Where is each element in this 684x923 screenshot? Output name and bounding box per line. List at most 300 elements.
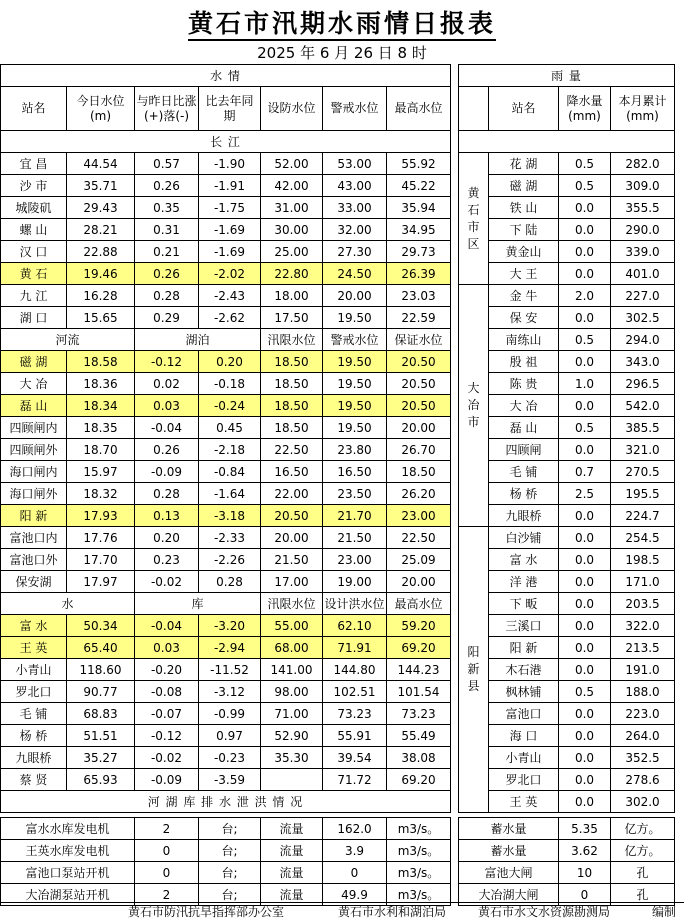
rain-precip: 2.0 <box>559 285 611 307</box>
drainage-count: 0 <box>135 862 199 884</box>
gap <box>451 395 459 417</box>
rain-precip: 0.5 <box>559 175 611 197</box>
rain-month-total: 401.0 <box>611 263 675 285</box>
rain-station-name: 大 王 <box>489 263 559 285</box>
rain-month-total: 278.6 <box>611 769 675 791</box>
drainage-flow: 49.9 <box>323 884 387 906</box>
station-value: 90.77 <box>67 681 135 703</box>
lake-header-h3: 保证水位 <box>387 329 451 351</box>
rain-station-name: 毛 铺 <box>489 461 559 483</box>
station-value: -0.20 <box>135 659 199 681</box>
station-value: -1.69 <box>199 219 261 241</box>
station-value: -2.18 <box>199 439 261 461</box>
station-value: 22.80 <box>261 263 323 285</box>
station-value: 39.54 <box>323 747 387 769</box>
rain-region-label: 阳新县 <box>467 645 480 693</box>
gap <box>451 637 459 659</box>
gap <box>451 439 459 461</box>
station-value: 18.32 <box>67 483 135 505</box>
station-value: 30.00 <box>261 219 323 241</box>
rain-precip: 0.0 <box>559 571 611 593</box>
station-value: 0.29 <box>135 307 199 329</box>
rain-station-name: 黄金山 <box>489 241 559 263</box>
station-value: 20.00 <box>387 571 451 593</box>
station-value: 20.50 <box>387 373 451 395</box>
gap <box>451 307 459 329</box>
reservoir-row <box>1 681 675 703</box>
rain-column-header: 降水量(mm) <box>559 87 611 131</box>
rain-station-name: 海 口 <box>489 725 559 747</box>
rain-station-name: 杨 桥 <box>489 483 559 505</box>
station-value: 0.31 <box>135 219 199 241</box>
station-value: 101.54 <box>387 681 451 703</box>
station-value: 45.22 <box>387 175 451 197</box>
rain-precip: 0.0 <box>559 703 611 725</box>
station-value: 52.00 <box>261 153 323 175</box>
gap <box>451 241 459 263</box>
station-value: 16.28 <box>67 285 135 307</box>
station-value: 144.80 <box>323 659 387 681</box>
station-value: 65.93 <box>67 769 135 791</box>
footer-org-1: 黄石市防汛抗旱指挥部办公室 <box>128 905 285 919</box>
rain-precip: 0.5 <box>559 681 611 703</box>
rain-station-name: 富池口 <box>489 703 559 725</box>
station-value: 62.10 <box>323 615 387 637</box>
station-name: 磁 湖 <box>1 351 67 373</box>
rain-month-total: 171.0 <box>611 571 675 593</box>
station-value: 35.94 <box>387 197 451 219</box>
footer-org-2: 黄石市水利和湖泊局 <box>338 905 447 919</box>
drainage-flow: 0 <box>323 862 387 884</box>
station-value: 51.51 <box>67 725 135 747</box>
rain-station-name: 王 英 <box>489 791 559 813</box>
station-value: 71.72 <box>323 769 387 791</box>
rain-precip: 0.0 <box>559 659 611 681</box>
station-value: 21.70 <box>323 505 387 527</box>
gap <box>451 862 459 884</box>
rain-region-label: 黄石市区 <box>467 185 480 251</box>
station-value: 0.13 <box>135 505 199 527</box>
station-value: 19.00 <box>323 571 387 593</box>
storage-label: 富池大闸 <box>459 862 559 884</box>
station-value: -0.12 <box>135 351 199 373</box>
station-name: 九 江 <box>1 285 67 307</box>
river-section-label: 长 江 <box>1 131 451 153</box>
station-value: 15.97 <box>67 461 135 483</box>
gap <box>451 263 459 285</box>
gap <box>451 153 459 175</box>
water-section-title: 水 情 <box>1 65 451 87</box>
station-value: 69.20 <box>387 637 451 659</box>
rain-month-total: 195.5 <box>611 483 675 505</box>
drainage-name: 王英水库发电机 <box>1 840 135 862</box>
footer-org-3: 黄石市水文水资源勘测局 <box>478 905 611 919</box>
station-value: 20.00 <box>387 417 451 439</box>
station-value: 23.00 <box>387 505 451 527</box>
rain-column-header: 本月累计(mm) <box>611 87 675 131</box>
station-value: 53.00 <box>323 153 387 175</box>
station-value: 20.50 <box>387 351 451 373</box>
drainage-title: 河 湖 库 排 水 泄 洪 情 况 <box>1 791 451 813</box>
station-value: -3.12 <box>199 681 261 703</box>
rain-month-total: 322.0 <box>611 615 675 637</box>
station-value: -0.04 <box>135 417 199 439</box>
rain-precip: 0.0 <box>559 747 611 769</box>
rain-station-name: 下 陆 <box>489 219 559 241</box>
gap <box>451 769 459 791</box>
station-value: 71.91 <box>323 637 387 659</box>
lake-row <box>1 417 675 439</box>
station-name: 汉 口 <box>1 241 67 263</box>
gap <box>451 703 459 725</box>
reservoir-header-a: 水 <box>1 593 135 615</box>
gap <box>451 571 459 593</box>
station-value: -0.23 <box>199 747 261 769</box>
rain-month-total: 227.0 <box>611 285 675 307</box>
drainage-name: 富水水库发电机 <box>1 818 135 840</box>
station-name: 保安湖 <box>1 571 67 593</box>
station-value: -1.75 <box>199 197 261 219</box>
drainage-table <box>0 817 675 906</box>
station-value: 52.90 <box>261 725 323 747</box>
station-value: 0.02 <box>135 373 199 395</box>
storage-value: 10 <box>559 862 611 884</box>
drainage-flow: 3.9 <box>323 840 387 862</box>
rain-month-total: 352.5 <box>611 747 675 769</box>
station-value: 15.65 <box>67 307 135 329</box>
station-value: 0.28 <box>135 483 199 505</box>
station-value: 20.00 <box>323 285 387 307</box>
station-name: 黄 石 <box>1 263 67 285</box>
rain-month-total: 224.7 <box>611 505 675 527</box>
drainage-unit: 台; <box>199 884 261 906</box>
drainage-row <box>1 818 675 840</box>
rain-precip: 0.0 <box>559 549 611 571</box>
river-row <box>1 263 675 285</box>
reservoir-row <box>1 769 675 791</box>
rain-station-name: 木石港 <box>489 659 559 681</box>
station-value: -1.64 <box>199 483 261 505</box>
lake-row <box>1 439 675 461</box>
station-value: -0.99 <box>199 703 261 725</box>
rain-month-total: 302.5 <box>611 307 675 329</box>
station-value: 24.50 <box>323 263 387 285</box>
reservoir-header-h3: 最高水位 <box>387 593 451 615</box>
gap <box>451 725 459 747</box>
rain-station-name: 殷 祖 <box>489 351 559 373</box>
station-value: -1.90 <box>199 153 261 175</box>
rain-month-total: 294.0 <box>611 329 675 351</box>
station-value: 17.97 <box>67 571 135 593</box>
station-value: -3.18 <box>199 505 261 527</box>
station-value: 20.50 <box>261 505 323 527</box>
station-name: 富池口外 <box>1 549 67 571</box>
drainage-name: 富池口泵站开机 <box>1 862 135 884</box>
station-value: 26.39 <box>387 263 451 285</box>
gap <box>451 818 459 840</box>
station-value: -3.20 <box>199 615 261 637</box>
station-value: 19.50 <box>323 307 387 329</box>
drainage-count: 0 <box>135 840 199 862</box>
station-value: 22.59 <box>387 307 451 329</box>
rain-precip: 1.0 <box>559 373 611 395</box>
station-value: 22.50 <box>261 439 323 461</box>
station-value: 71.00 <box>261 703 323 725</box>
storage-value: 3.62 <box>559 840 611 862</box>
station-value: -2.94 <box>199 637 261 659</box>
lake-row <box>1 395 675 417</box>
reservoir-header-h1: 汛限水位 <box>261 593 323 615</box>
lake-header-h1: 汛限水位 <box>261 329 323 351</box>
drainage-name: 大冶湖泵站开机 <box>1 884 135 906</box>
station-name: 螺 山 <box>1 219 67 241</box>
station-value: 32.00 <box>323 219 387 241</box>
gap <box>451 417 459 439</box>
station-name: 海口闸内 <box>1 461 67 483</box>
rain-precip: 0.0 <box>559 395 611 417</box>
rain-precip: 0.0 <box>559 219 611 241</box>
station-value: 17.93 <box>67 505 135 527</box>
rain-station-name: 下 畈 <box>489 593 559 615</box>
water-column-header: 与昨日比涨(+)落(-) <box>135 87 199 131</box>
station-value: 98.00 <box>261 681 323 703</box>
station-name: 城陵矶 <box>1 197 67 219</box>
station-value: 33.00 <box>323 197 387 219</box>
rain-precip: 0.0 <box>559 439 611 461</box>
station-value: -3.59 <box>199 769 261 791</box>
drainage-unit: 台; <box>199 840 261 862</box>
drainage-flow-unit: m3/s。 <box>387 862 451 884</box>
rain-month-total: 198.5 <box>611 549 675 571</box>
rain-station-name: 洋 港 <box>489 571 559 593</box>
rain-month-total: 542.0 <box>611 395 675 417</box>
station-value: 17.00 <box>261 571 323 593</box>
station-value: 65.40 <box>67 637 135 659</box>
water-column-header: 设防水位 <box>261 87 323 131</box>
station-value: 0.57 <box>135 153 199 175</box>
station-value: 18.50 <box>261 351 323 373</box>
rain-month-total: 321.0 <box>611 439 675 461</box>
gap <box>451 329 459 351</box>
station-value: -0.08 <box>135 681 199 703</box>
rain-precip: 0.0 <box>559 791 611 813</box>
station-value: 68.00 <box>261 637 323 659</box>
gap <box>451 840 459 862</box>
rain-station-name: 富 水 <box>489 549 559 571</box>
station-name: 九眼桥 <box>1 747 67 769</box>
station-value: 25.09 <box>387 549 451 571</box>
station-value: 118.60 <box>67 659 135 681</box>
gap <box>451 791 459 813</box>
station-value: -0.09 <box>135 461 199 483</box>
station-value: 23.00 <box>323 549 387 571</box>
station-value: 20.50 <box>387 395 451 417</box>
river-row <box>1 153 675 175</box>
station-name: 海口闸外 <box>1 483 67 505</box>
station-value: 38.08 <box>387 747 451 769</box>
gap <box>451 681 459 703</box>
station-value: -0.07 <box>135 703 199 725</box>
station-value: 0.28 <box>199 571 261 593</box>
station-value: 35.71 <box>67 175 135 197</box>
rain-station-name: 阳 新 <box>489 637 559 659</box>
station-name: 罗北口 <box>1 681 67 703</box>
report-date: 2025 年 6 月 26 日 8 时 <box>257 44 427 62</box>
station-value: 16.50 <box>261 461 323 483</box>
reservoir-row <box>1 615 675 637</box>
lake-row <box>1 373 675 395</box>
station-value: 20.00 <box>261 527 323 549</box>
station-value: 68.83 <box>67 703 135 725</box>
gap <box>451 527 459 549</box>
reservoir-row <box>1 659 675 681</box>
water-column-header: 站名 <box>1 87 67 131</box>
gap <box>451 175 459 197</box>
rain-station-name: 陈 贵 <box>489 373 559 395</box>
rain-station-name: 南练山 <box>489 329 559 351</box>
station-value: -2.62 <box>199 307 261 329</box>
station-value: 0.45 <box>199 417 261 439</box>
rain-region-label: 大冶市 <box>467 381 480 429</box>
station-value: 73.23 <box>387 703 451 725</box>
station-value: 50.34 <box>67 615 135 637</box>
rain-month-total: 264.0 <box>611 725 675 747</box>
station-value: 144.23 <box>387 659 451 681</box>
drainage-flow-unit: m3/s。 <box>387 818 451 840</box>
rain-precip: 0.5 <box>559 329 611 351</box>
lake-row <box>1 527 675 549</box>
footer-compiled: 编制 <box>652 905 677 919</box>
drainage-unit: 台; <box>199 862 261 884</box>
station-name: 富 水 <box>1 615 67 637</box>
rain-precip: 0.0 <box>559 593 611 615</box>
gap <box>451 87 459 131</box>
river-row <box>1 219 675 241</box>
station-value: 22.00 <box>261 483 323 505</box>
station-value: -0.12 <box>135 725 199 747</box>
station-name: 小青山 <box>1 659 67 681</box>
drainage-unit: 台; <box>199 818 261 840</box>
storage-unit: 亿方。 <box>611 840 675 862</box>
storage-unit: 亿方。 <box>611 818 675 840</box>
station-value: 17.76 <box>67 527 135 549</box>
rain-precip: 0.0 <box>559 769 611 791</box>
station-value: 23.80 <box>323 439 387 461</box>
storage-value: 5.35 <box>559 818 611 840</box>
rain-precip: 0.0 <box>559 263 611 285</box>
station-value: 18.58 <box>67 351 135 373</box>
station-value: 26.70 <box>387 439 451 461</box>
station-value: 35.30 <box>261 747 323 769</box>
rain-precip: 0.0 <box>559 527 611 549</box>
station-value: -2.02 <box>199 263 261 285</box>
station-value: 28.21 <box>67 219 135 241</box>
station-value: 102.51 <box>323 681 387 703</box>
station-value: -0.09 <box>135 769 199 791</box>
station-name: 湖 口 <box>1 307 67 329</box>
station-value: 19.50 <box>323 373 387 395</box>
water-column-header: 今日水位(m) <box>67 87 135 131</box>
station-name: 毛 铺 <box>1 703 67 725</box>
river-row <box>1 197 675 219</box>
drainage-count: 2 <box>135 818 199 840</box>
rain-station-name: 大 冶 <box>489 395 559 417</box>
rain-precip: 0.0 <box>559 307 611 329</box>
storage-label: 蓄水量 <box>459 818 559 840</box>
station-value: 0.26 <box>135 439 199 461</box>
station-value: 18.70 <box>67 439 135 461</box>
lake-row <box>1 483 675 505</box>
station-value: 0.20 <box>199 351 261 373</box>
station-name: 宜 昌 <box>1 153 67 175</box>
station-value: 42.00 <box>261 175 323 197</box>
rain-station-name: 金 牛 <box>489 285 559 307</box>
station-value: 19.50 <box>323 395 387 417</box>
lake-row <box>1 549 675 571</box>
storage-value: 0 <box>559 884 611 906</box>
station-value: 18.35 <box>67 417 135 439</box>
lake-row <box>1 571 675 593</box>
gap <box>451 351 459 373</box>
rain-region <box>459 527 489 813</box>
lake-header-river: 河流 <box>1 329 135 351</box>
station-value: 17.70 <box>67 549 135 571</box>
gap <box>451 505 459 527</box>
rain-precip: 0.0 <box>559 351 611 373</box>
station-value: 59.20 <box>387 615 451 637</box>
station-value: -11.52 <box>199 659 261 681</box>
station-value: 0.23 <box>135 549 199 571</box>
river-row <box>1 285 675 307</box>
station-value: -0.24 <box>199 395 261 417</box>
station-value: -1.69 <box>199 241 261 263</box>
drainage-flow-label: 流量 <box>261 840 323 862</box>
drainage-flow-label: 流量 <box>261 884 323 906</box>
rain-precip: 0.0 <box>559 197 611 219</box>
water-column-header: 警戒水位 <box>323 87 387 131</box>
station-name: 富池口内 <box>1 527 67 549</box>
station-value: -0.18 <box>199 373 261 395</box>
station-value: -0.84 <box>199 461 261 483</box>
rain-month-total: 385.5 <box>611 417 675 439</box>
station-value: 16.50 <box>323 461 387 483</box>
rain-station-name: 枫林铺 <box>489 681 559 703</box>
storage-unit: 孔 <box>611 884 675 906</box>
rain-month-total: 223.0 <box>611 703 675 725</box>
rain-station-name: 磁 湖 <box>489 175 559 197</box>
station-value: 18.00 <box>261 285 323 307</box>
station-value: -0.02 <box>135 747 199 769</box>
reservoir-row <box>1 637 675 659</box>
report-title: 黄石市汛期水雨情日报表 <box>0 4 684 40</box>
gap <box>451 285 459 307</box>
rain-month-total: 270.5 <box>611 461 675 483</box>
gap <box>451 615 459 637</box>
rain-month-total: 302.0 <box>611 791 675 813</box>
gap <box>451 747 459 769</box>
rain-station-name: 小青山 <box>489 747 559 769</box>
station-value: 55.49 <box>387 725 451 747</box>
station-value: -0.02 <box>135 571 199 593</box>
rain-month-total: 213.5 <box>611 637 675 659</box>
rain-region <box>459 153 489 285</box>
station-value: 43.00 <box>323 175 387 197</box>
rain-precip: 0.5 <box>559 153 611 175</box>
station-name: 大 冶 <box>1 373 67 395</box>
station-name: 四顾闸内 <box>1 417 67 439</box>
station-value: 73.23 <box>323 703 387 725</box>
lake-header-lake: 湖泊 <box>135 329 261 351</box>
